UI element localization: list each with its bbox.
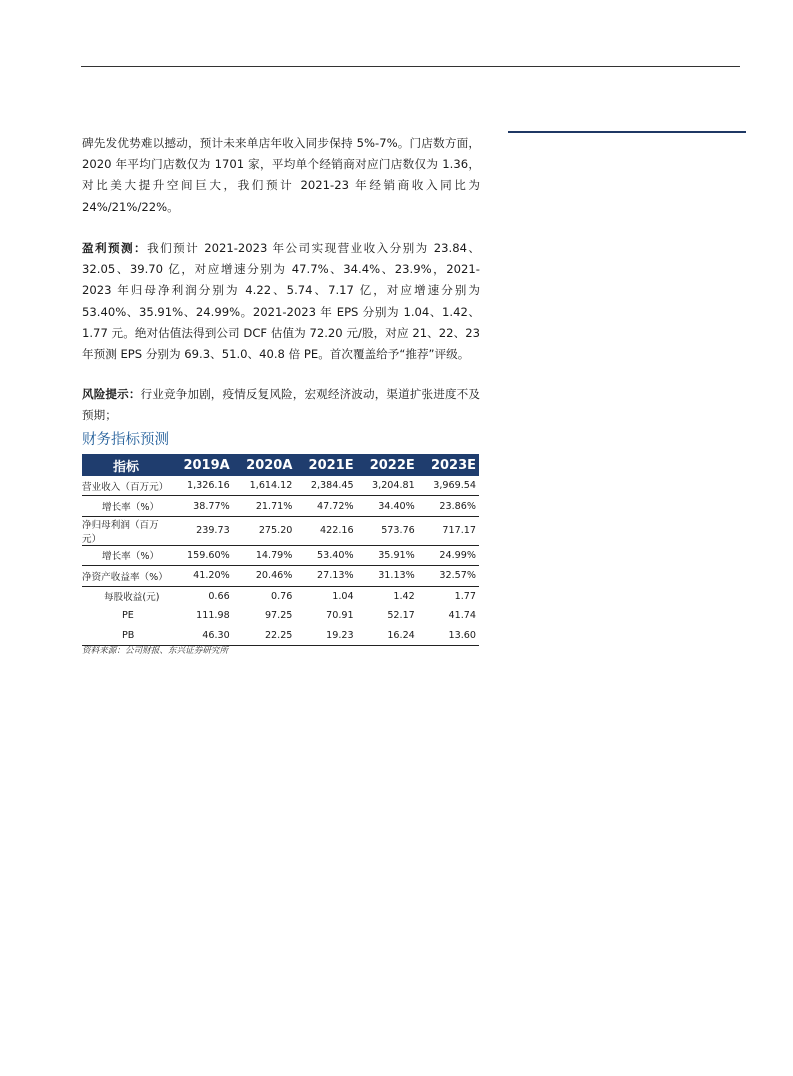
- cell-value: 1,614.12: [233, 476, 296, 496]
- cell-value: 14.79%: [233, 545, 296, 565]
- cell-value: 16.24: [357, 625, 418, 645]
- cell-value: 27.13%: [295, 566, 356, 586]
- cell-value: 20.46%: [233, 566, 296, 586]
- risk-warning-text: 行业竞争加剧，疫情反复风险，宏观经济波动，渠道扩张进度不及预期；: [82, 387, 480, 423]
- table-row: [82, 625, 479, 645]
- paragraph-risk-warning: [82, 384, 480, 426]
- cell-value: 97.25: [264, 610, 293, 622]
- table-row: [82, 586, 479, 606]
- sidebar-rule: [508, 131, 746, 133]
- earnings-forecast-label: 盈利预测：: [82, 241, 148, 255]
- cell-value: 1,326.16: [170, 476, 233, 496]
- financial-forecast-table: [82, 454, 479, 646]
- table-header-row: [82, 454, 479, 476]
- cell-value: 24.99%: [418, 545, 479, 565]
- cell-value: 573.76: [357, 516, 418, 545]
- paragraph-store-count: 碑先发优势难以撼动，预计未来单店年收入同步保持 5%-7%。门店数方面，2020 年平均门店数仅为 1701 家，平均单个经销商对应门店数仅为 1.36，对比美大提升空间巨大，我们预计 2021-23 年经销商收入同比为 24%/21%/22%。: [82, 136, 480, 214]
- cell-value: 1.04: [332, 590, 354, 602]
- cell-value: 422.16: [295, 516, 356, 545]
- cell-value: 275.20: [233, 516, 296, 545]
- cell-value: 19.23: [295, 625, 356, 645]
- cell-value: 31.13%: [357, 566, 418, 586]
- header-2021e: 2021E: [295, 454, 356, 476]
- cell-value: 21.71%: [233, 496, 296, 516]
- cell-value: 53.40%: [295, 545, 356, 565]
- cell-value: 0.76: [271, 590, 293, 602]
- cell-value: 41.74: [448, 610, 476, 622]
- cell-value: 47.72%: [295, 496, 356, 516]
- cell-value: 70.91: [326, 610, 354, 622]
- cell-value: 32.57%: [418, 566, 479, 586]
- cell-value: 22.25: [233, 625, 296, 645]
- row-label: PB: [82, 625, 170, 645]
- cell-value: 159.60%: [170, 545, 233, 565]
- row-label: 营业收入（百万元）: [82, 476, 170, 496]
- cell-value: 717.17: [418, 516, 479, 545]
- row-label: 净资产收益率（%）: [82, 566, 170, 586]
- table-row: [82, 516, 479, 545]
- cell-value: 41.20%: [170, 566, 233, 586]
- cell-value: 35.91%: [357, 545, 418, 565]
- row-label: 增长率（%）: [82, 496, 170, 516]
- header-2023e: 2023E: [418, 454, 479, 476]
- header-2019a: 2019A: [170, 454, 233, 476]
- row-label: 增长率（%）: [82, 545, 170, 565]
- cell-value: 38.77%: [170, 496, 233, 516]
- cell-value: 3,204.81: [357, 476, 418, 496]
- cell-value: 52.17: [387, 610, 415, 622]
- cell-value: 46.30: [170, 625, 233, 645]
- table-row: [82, 496, 479, 516]
- cell-value: 239.73: [170, 516, 233, 545]
- row-label: PE: [122, 610, 134, 622]
- header-2020a: 2020A: [233, 454, 296, 476]
- cell-value: 23.86%: [418, 496, 479, 516]
- cell-value: 2,384.45: [295, 476, 356, 496]
- table-row: [82, 566, 479, 586]
- risk-warning-label: 风险提示：: [82, 387, 141, 401]
- table-row: [82, 476, 479, 496]
- header-rule: [81, 66, 740, 67]
- row-label: 每股收益(元): [104, 592, 160, 604]
- paragraph-earnings-forecast: [82, 238, 480, 365]
- row-label: 净归母利润（百万元）: [82, 516, 170, 545]
- cell-value: 0.66: [208, 590, 230, 602]
- table-row: [82, 545, 479, 565]
- section-title: 财务指标预测: [82, 432, 169, 448]
- table-row: [82, 606, 479, 625]
- header-2022e: 2022E: [357, 454, 418, 476]
- cell-value: 111.98: [196, 610, 230, 622]
- cell-value: 1.42: [393, 590, 415, 602]
- cell-value: 3,969.54: [418, 476, 479, 496]
- earnings-forecast-text: 我们预计 2021-2023 年公司实现营业收入分别为 23.84、32.05、39.70 亿，对应增速分别为 47.7%、34.4%、23.9%，2021-2023 年归母净利润分别为 4.22、5.74、7.17 亿，对应增速分别为 53.40%、35.91%、24.99%。2021-2023 年 EPS 分别为 1.04、1.42、1.77 元。绝对估值法得到公司 DCF 估值为 72.20 元/股，对应 21、22、23 年预测 EPS 分别为 69.3、51.0、40.8 倍 PE。首次覆盖给予“推荐”评级。: [82, 241, 480, 362]
- cell-value: 1.77: [454, 590, 476, 602]
- header-indicator: 指标: [82, 454, 170, 476]
- cell-value: 13.60: [418, 625, 479, 645]
- source-note: 资料来源：公司财报、东兴证券研究所: [82, 646, 229, 656]
- cell-value: 34.40%: [357, 496, 418, 516]
